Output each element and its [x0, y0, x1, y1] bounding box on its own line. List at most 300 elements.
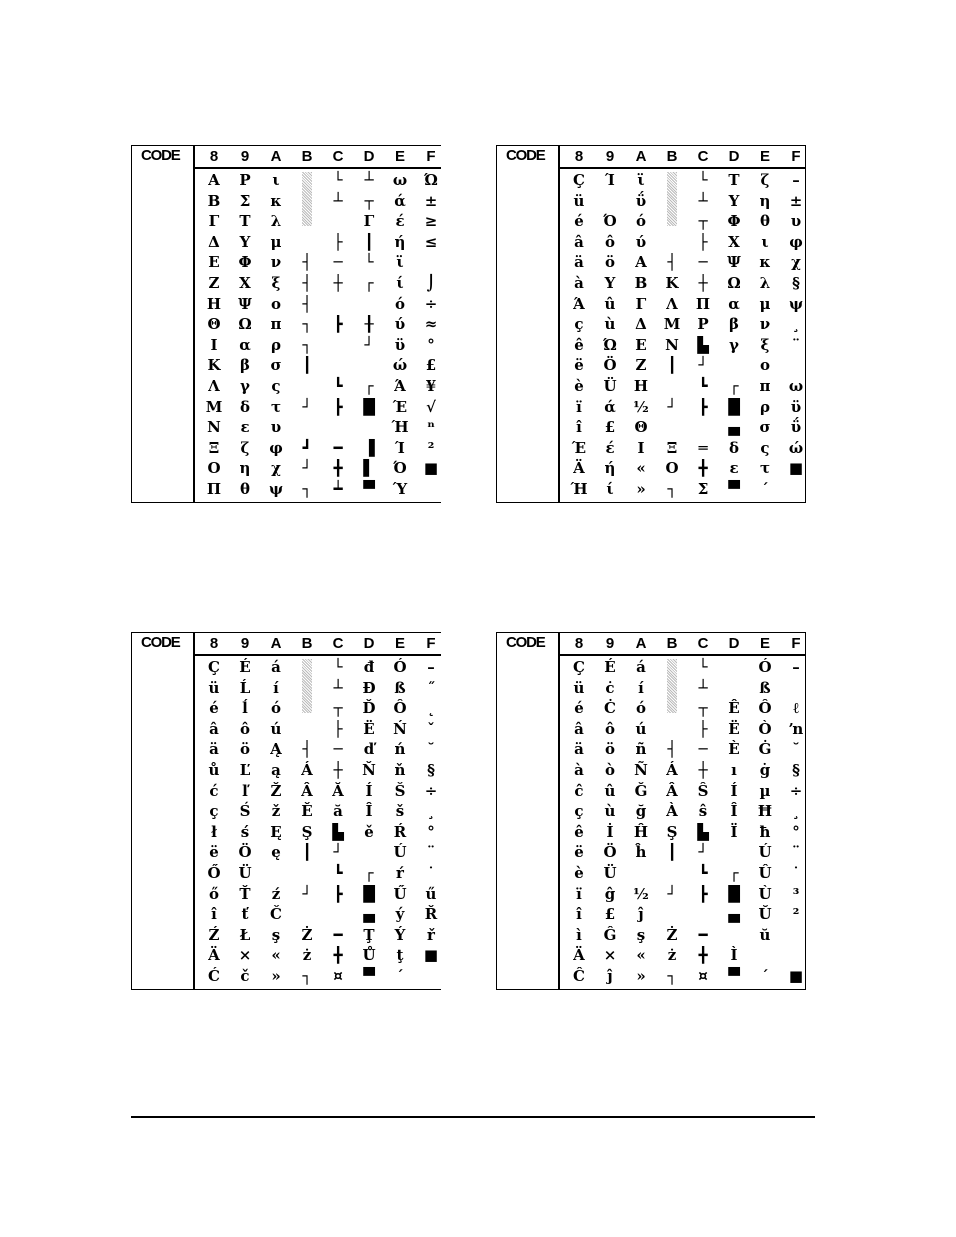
table-divider-vertical [558, 145, 560, 503]
char-cell: H [633, 377, 649, 395]
char-cell: ş [271, 925, 281, 944]
char-cell: Θ [634, 418, 648, 437]
char-cell: ύ [394, 315, 406, 334]
char-cell: ŉ [788, 719, 804, 738]
char-cell: ┐ [667, 480, 677, 498]
char-cell: Ž [270, 781, 282, 800]
char-cell: č [240, 967, 250, 985]
char-cell: ö [604, 253, 615, 272]
char-cell: Í [730, 781, 738, 800]
char-cell: ê [574, 335, 584, 354]
char-cell: ζ [760, 171, 770, 189]
char-cell: I [210, 335, 218, 354]
char-cell: Ű [393, 884, 407, 903]
char-cell: ━ [333, 438, 343, 457]
char-cell: √ [426, 397, 436, 416]
table-divider-vertical [193, 632, 195, 990]
char-cell: Ό [393, 459, 407, 478]
char-cell: ┬ [698, 212, 708, 231]
char-cell: Λ [666, 294, 678, 313]
char-cell: Ő [207, 864, 221, 882]
char-cell: T [239, 212, 251, 231]
char-cell: ü [573, 678, 585, 697]
char-cell: É [604, 658, 616, 676]
char-cell: Ö [603, 843, 617, 862]
char-cell: ¸ [427, 802, 435, 821]
char-cell: ő [208, 884, 219, 903]
char-cell: ˛ [427, 699, 435, 718]
char-cell: Ů [362, 946, 376, 965]
char-cell: ě [364, 822, 374, 841]
char-cell: ò [604, 761, 615, 779]
char-cell: « [636, 459, 646, 478]
char-cell: í [638, 678, 644, 697]
char-cell: ĵ [607, 967, 613, 985]
char-cell: ┣ [698, 397, 708, 416]
column-header: F [426, 148, 436, 165]
char-cell: ┣ [698, 884, 708, 903]
char-cell: Ω [238, 315, 252, 334]
char-cell: ┤ [302, 274, 312, 292]
char-cell: █ [363, 397, 375, 416]
char-cell: η [239, 459, 251, 478]
char-cell: ▌ [363, 459, 375, 478]
char-cell: Ú [393, 843, 407, 862]
char-cell: Ç [573, 171, 585, 189]
char-cell: A [635, 253, 647, 272]
char-cell: B [207, 191, 221, 210]
char-cell: ϊ [396, 253, 404, 272]
char-cell: Y [728, 191, 740, 210]
char-cell: ε [240, 418, 250, 437]
char-cell: X [728, 232, 740, 251]
char-cell: ▐ [363, 438, 375, 457]
char-cell: ζ [240, 438, 250, 457]
char-cell: ż [302, 946, 312, 965]
char-cell: ▀ [363, 480, 375, 498]
char-cell: Ä [573, 459, 585, 478]
table-divider-horizontal [193, 167, 441, 169]
char-cell: σ [759, 418, 771, 437]
char-cell: └ [698, 171, 708, 189]
char-cell: â [574, 232, 584, 251]
char-cell: ┘ [667, 397, 677, 416]
table-divider-horizontal [558, 167, 806, 169]
char-cell: λ [759, 274, 771, 292]
char-cell: Ô [393, 699, 407, 718]
column-header: C [332, 148, 344, 165]
char-cell: ┴ [333, 678, 343, 697]
char-cell: ° [427, 335, 435, 354]
char-cell: Y [604, 274, 616, 292]
char-cell: M [663, 315, 681, 334]
char-cell: Ĥ [633, 822, 649, 841]
char-cell: û [604, 294, 616, 313]
char-cell: ç [209, 802, 219, 821]
column-header: B [666, 635, 678, 652]
char-cell: à [574, 761, 584, 779]
char-cell: ━ [698, 925, 708, 944]
char-cell: ´ [761, 967, 769, 985]
char-cell: ˝ [427, 678, 435, 697]
char-cell: μ [270, 232, 282, 251]
char-cell: Ξ [666, 438, 678, 457]
char-cell: £ [604, 418, 616, 437]
char-cell: Σ [697, 480, 709, 498]
char-cell: ľ [242, 781, 248, 800]
char-cell: O [665, 459, 679, 478]
char-cell: Ί [605, 171, 615, 189]
char-cell: θ [239, 480, 250, 498]
char-cell: è [574, 864, 584, 882]
char-cell: ┬ [698, 699, 708, 718]
column-header: 8 [209, 635, 219, 652]
char-cell: ä [209, 740, 219, 759]
char-cell: τ [759, 459, 771, 478]
char-cell: ¨ [792, 843, 800, 862]
column-header: B [301, 148, 313, 165]
char-cell: ú [270, 719, 282, 738]
char-cell: ┌ [729, 377, 739, 395]
char-cell: ┌ [364, 274, 374, 292]
char-cell: β [729, 315, 739, 334]
char-cell: Ξ [208, 438, 220, 457]
char-cell: Ä [573, 946, 585, 965]
column-header: 8 [209, 148, 219, 165]
char-cell: Γ [635, 294, 647, 313]
char-cell: ╋ [698, 946, 708, 965]
char-cell: ½ [633, 884, 649, 903]
char-cell: ├ [333, 719, 343, 738]
char-cell: ż [667, 946, 677, 965]
table-divider-horizontal [193, 654, 441, 656]
char-cell: ℓ [793, 699, 799, 718]
char-cell: ĵ [638, 905, 644, 924]
char-cell: Ή [391, 418, 409, 437]
char-cell: ┃ [667, 356, 677, 375]
char-cell: ┤ [302, 740, 312, 759]
char-cell: » [636, 967, 646, 985]
char-cell: υ [270, 418, 282, 437]
char-cell: ì [576, 925, 582, 944]
char-cell: Ä [208, 946, 220, 965]
char-cell: ı [731, 761, 737, 779]
char-cell: î [211, 905, 217, 924]
char-cell: θ [759, 212, 770, 231]
char-cell: Ý [394, 925, 406, 944]
char-cell: ó [270, 699, 281, 718]
char-cell: ─ [698, 253, 708, 272]
char-cell: ▙ [697, 822, 709, 841]
char-cell: ┗ [333, 377, 343, 395]
char-cell: Â [666, 781, 678, 800]
char-cell: O [207, 459, 221, 478]
char-cell: Ţ [363, 925, 375, 944]
char-cell: ù [604, 315, 616, 334]
char-cell: – [792, 171, 800, 189]
char-cell: Ψ [727, 253, 741, 272]
char-cell: ë [574, 843, 584, 862]
char-cell: Ď [362, 699, 376, 718]
char-cell: Đ [362, 678, 376, 697]
char-cell: ί [396, 274, 404, 292]
char-cell: ê [574, 822, 584, 841]
char-cell: Δ [635, 315, 647, 334]
char-cell: ¥ [425, 377, 437, 395]
char-cell: Ώ [603, 335, 617, 354]
column-header: D [728, 635, 740, 652]
char-cell: ■ [423, 946, 439, 965]
char-cell: Ř [424, 905, 438, 924]
char-cell: Ü [603, 864, 617, 882]
char-cell: ¤ [333, 967, 343, 985]
char-cell: ³ [792, 884, 800, 903]
char-cell: Ĺ [239, 678, 251, 697]
char-cell: ─ [333, 740, 343, 759]
char-cell: ┼ [333, 274, 343, 292]
char-cell: ▀ [728, 967, 740, 985]
char-cell: İ [606, 822, 614, 841]
char-cell: Ś [239, 802, 251, 821]
char-cell: ô [239, 719, 250, 738]
char-cell: ┗ [333, 864, 343, 882]
char-cell: ή [394, 232, 406, 251]
char-cell: Έ [571, 438, 587, 457]
char-cell: ■ [788, 459, 804, 478]
char-cell: ď [363, 740, 375, 759]
char-cell: Ĉ [573, 967, 585, 985]
char-cell: ώ [788, 438, 804, 457]
char-cell: X [239, 274, 251, 292]
char-cell: ┼ [333, 761, 343, 779]
char-cell: ï [576, 397, 582, 416]
char-cell: ΰ [635, 191, 647, 210]
char-cell: γ [729, 335, 739, 354]
char-cell: ╋ [333, 946, 343, 965]
char-cell: ┐ [302, 480, 312, 498]
column-header: B [301, 635, 313, 652]
char-cell: ˇ [427, 719, 435, 738]
char-cell: ρ [271, 335, 281, 354]
char-cell: š [395, 802, 405, 821]
char-cell: ć [209, 781, 219, 800]
char-cell: ä [574, 740, 584, 759]
char-cell: ┼ [698, 274, 708, 292]
char-cell: ■ [423, 459, 439, 478]
char-cell: ë [209, 843, 219, 862]
char-cell: ό [635, 212, 646, 231]
char-cell: ┃ [302, 356, 312, 375]
char-cell: ν [759, 315, 771, 334]
char-cell: Ğ [634, 781, 648, 800]
char-cell: ┤ [667, 740, 677, 759]
char-cell: À [666, 802, 678, 821]
char-cell: ┌ [729, 864, 739, 882]
column-header: D [363, 148, 375, 165]
char-cell: E [635, 335, 647, 354]
column-header: A [270, 635, 282, 652]
char-cell: N [665, 335, 679, 354]
char-cell: γ [240, 377, 250, 395]
column-header: F [791, 635, 801, 652]
char-cell: ν [270, 253, 282, 272]
char-cell: ┷ [333, 480, 343, 498]
column-header: F [791, 148, 801, 165]
char-cell: Π [695, 294, 711, 313]
column-header: A [270, 148, 282, 165]
column-header: E [394, 148, 405, 165]
char-cell: ς [760, 438, 770, 457]
char-cell: ÷ [424, 294, 438, 313]
char-cell: ñ [635, 740, 647, 759]
char-cell: Θ [207, 315, 221, 334]
char-cell: Ώ [424, 171, 438, 189]
column-header: 9 [240, 635, 250, 652]
char-cell: Ú [758, 843, 772, 862]
char-cell: ± [424, 191, 438, 210]
char-cell: δ [728, 438, 739, 457]
char-cell: ┣ [333, 397, 343, 416]
char-cell: û [604, 781, 616, 800]
column-header: A [635, 635, 647, 652]
column-header: C [697, 148, 709, 165]
char-cell: Ô [758, 699, 772, 718]
char-cell: Ż [666, 925, 678, 944]
char-cell: ğ [635, 802, 647, 821]
char-cell: ι [272, 171, 280, 189]
column-header: 9 [240, 148, 250, 165]
char-cell: ├ [698, 719, 708, 738]
char-cell: Σ [239, 191, 251, 210]
char-cell: M [205, 397, 223, 416]
char-cell: ο [759, 356, 770, 375]
char-cell: Γ [208, 212, 220, 231]
char-cell: ┐ [302, 335, 312, 354]
char-cell: ε [729, 459, 739, 478]
code-label: CODE [506, 634, 545, 651]
char-cell: ş [636, 925, 646, 944]
char-cell: § [427, 761, 435, 779]
char-cell: ĝ [604, 884, 616, 903]
char-cell: Ά [394, 377, 406, 395]
char-cell: ╂ [364, 315, 374, 334]
char-cell: ß [759, 678, 771, 697]
char-cell: ┌ [364, 377, 374, 395]
char-cell: Ή [570, 480, 588, 498]
char-cell: ┴ [333, 191, 343, 210]
char-cell: Ą [270, 740, 282, 759]
char-cell: ŕ [396, 864, 404, 882]
char-cell: Ź [208, 925, 220, 944]
char-cell: ç [574, 802, 584, 821]
char-cell: ÷ [424, 781, 438, 800]
char-cell: Î [730, 802, 738, 821]
char-cell: ί [606, 480, 614, 498]
char-cell: ▄ [728, 905, 740, 924]
char-cell: Ì [730, 946, 738, 965]
shade-block-glyphs [302, 659, 312, 713]
char-cell: ť [241, 905, 249, 924]
char-cell: ÷ [789, 781, 803, 800]
char-cell: ς [271, 377, 281, 395]
char-cell: █ [728, 884, 740, 903]
code-label: CODE [506, 147, 545, 164]
char-cell: ┘ [302, 397, 312, 416]
char-cell: Ť [239, 884, 251, 903]
char-cell: ┤ [667, 253, 677, 272]
char-cell: ô [604, 719, 615, 738]
char-cell: E [208, 253, 220, 272]
char-cell: ± [789, 191, 803, 210]
char-cell: Ë [728, 719, 740, 738]
char-cell: « [636, 946, 646, 965]
char-cell: ─ [333, 253, 343, 272]
char-cell: Γ [363, 212, 375, 231]
char-cell: φ [269, 438, 283, 457]
char-cell: ˘ [427, 740, 435, 759]
char-cell: Ş [301, 822, 313, 841]
char-cell: └ [364, 253, 374, 272]
char-cell: ┘ [333, 843, 343, 862]
char-cell: ┴ [698, 191, 708, 210]
char-cell: ┤ [302, 253, 312, 272]
char-cell: φ [789, 232, 803, 251]
char-cell: ┣ [333, 315, 343, 334]
char-cell: ┃ [302, 843, 312, 862]
char-cell: Ę [270, 822, 282, 841]
char-cell: ρ [760, 397, 770, 416]
char-cell: ξ [760, 335, 770, 354]
column-header: C [332, 635, 344, 652]
char-cell: ö [239, 740, 250, 759]
char-cell: Â [301, 781, 313, 800]
char-cell: α [239, 335, 251, 354]
char-cell: H [206, 294, 222, 313]
char-cell: ½ [633, 397, 649, 416]
char-cell: Φ [727, 212, 741, 231]
char-cell: ü [208, 678, 220, 697]
char-cell: ´ [396, 967, 404, 985]
char-cell: ¨ [792, 335, 800, 354]
char-cell: ▙ [332, 822, 344, 841]
char-cell: ˘ [792, 740, 800, 759]
char-cell: Č [270, 905, 282, 924]
char-cell: ġ [759, 761, 771, 779]
char-cell: Ċ [604, 699, 616, 718]
char-cell: Έ [392, 397, 408, 416]
column-header: E [759, 148, 770, 165]
char-cell: ž [271, 802, 281, 821]
char-cell: χ [271, 459, 281, 478]
char-cell: î [576, 905, 582, 924]
char-cell: η [759, 191, 771, 210]
char-cell: Ó [393, 658, 407, 676]
char-cell: ┼ [698, 761, 708, 779]
char-cell: ┗ [698, 864, 708, 882]
char-cell: Á [301, 761, 313, 779]
char-cell: ů [208, 761, 220, 779]
char-cell: ┌ [364, 864, 374, 882]
char-cell: î [576, 418, 582, 437]
char-cell: ┐ [302, 315, 312, 334]
char-cell: A [208, 171, 220, 189]
char-cell: ■ [788, 967, 804, 985]
char-cell: Φ [238, 253, 252, 272]
column-header: 9 [605, 635, 615, 652]
table-divider-horizontal [558, 654, 806, 656]
column-header: C [697, 635, 709, 652]
char-cell: Š [394, 781, 406, 800]
